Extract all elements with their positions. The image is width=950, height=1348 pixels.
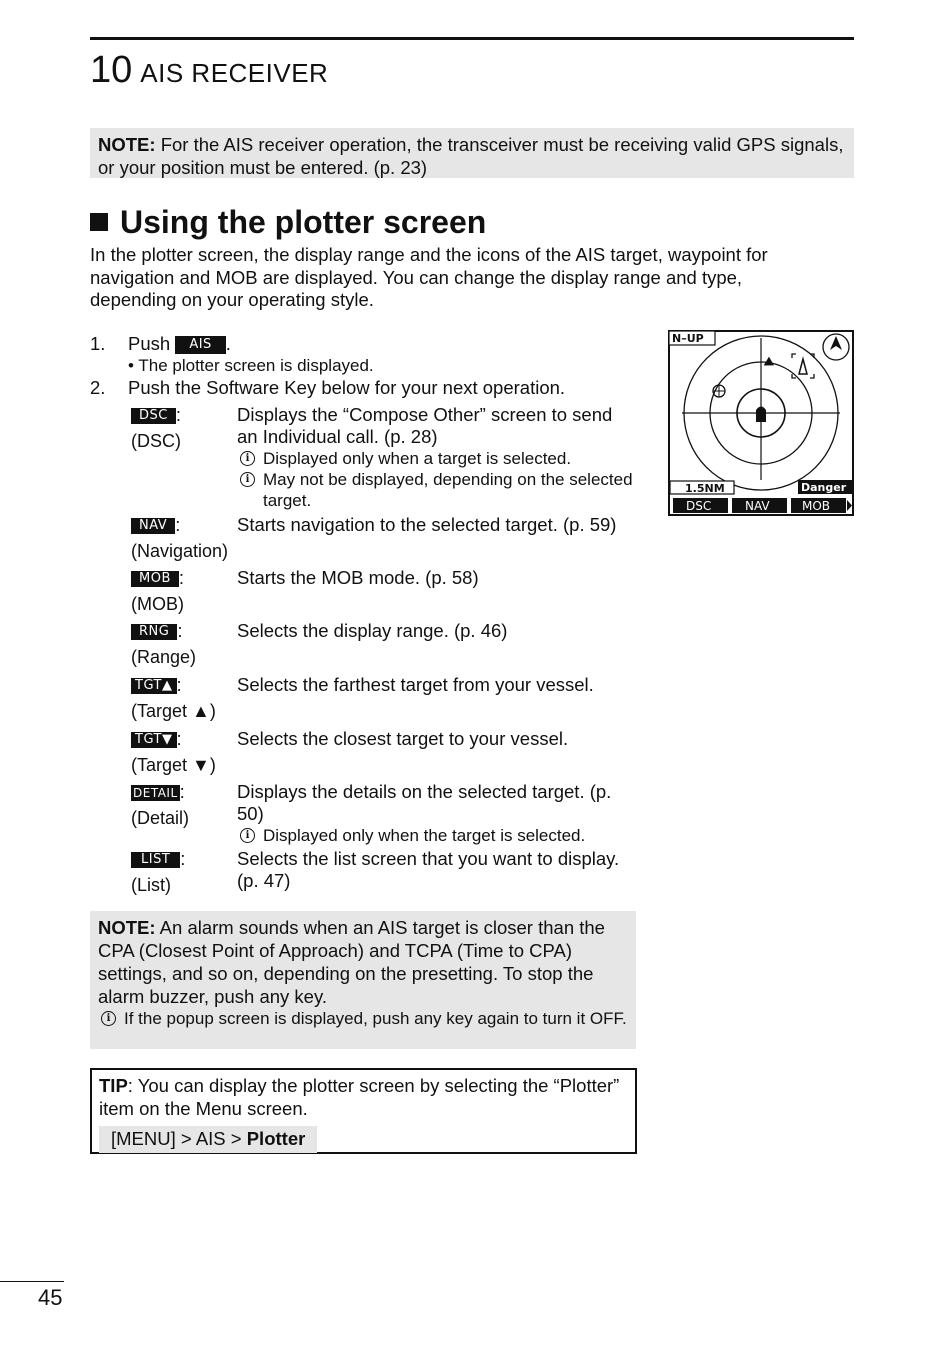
list-key: LIST xyxy=(131,852,180,868)
dsc-key: DSC xyxy=(131,408,176,424)
key-name: (Range) xyxy=(131,647,197,667)
detail-key: DETAIL xyxy=(133,786,178,801)
key-description: Selects the farthest target from your vessel. xyxy=(237,674,594,695)
tip-box xyxy=(90,1068,637,1154)
tgt-up-key: TGT▲ xyxy=(131,678,177,694)
step-1-result: • The plotter screen is displayed. xyxy=(128,356,374,375)
chapter-heading xyxy=(90,48,328,95)
page-number: 45 xyxy=(38,1285,63,1310)
key-name: (Detail) xyxy=(131,808,190,828)
note-box-alarm xyxy=(90,911,636,1049)
page-number-rule xyxy=(0,1281,64,1282)
info-icon: i xyxy=(240,472,255,487)
top-rule xyxy=(90,37,854,40)
key-description: Displays the details on the selected target. (p. 50) xyxy=(237,781,612,824)
softkey-mob: MOB xyxy=(802,499,831,513)
step-2-number: 2. xyxy=(90,377,106,398)
mode-label: N–UP xyxy=(672,332,704,345)
step-1 xyxy=(128,333,231,355)
key-name: (DSC) xyxy=(131,431,181,451)
nav-key: NAV xyxy=(131,518,175,534)
softkey-dsc: DSC xyxy=(686,499,712,513)
key-name: (Navigation) xyxy=(131,541,229,561)
info-note: i If the popup screen is displayed, push any key again to turn it OFF. xyxy=(98,1008,628,1029)
note-text: For the AIS receiver operation, the transceiver must be receiving valid GPS signals, or your position must be entered. (p. 23) xyxy=(98,134,844,178)
info-icon: i xyxy=(240,451,255,466)
danger-label: Danger xyxy=(801,481,847,494)
note-text: An alarm sounds when an AIS target is closer than the CPA (Closest Point of Approach) and TCPA (Time to CPA) settings, and so on, depending on the presetting. To stop the alarm buzzer, push any key. xyxy=(98,917,605,1007)
step-1-text: Push xyxy=(128,333,171,354)
tgt-down-key: TGT▼ xyxy=(131,732,177,748)
section-title xyxy=(90,202,486,242)
note-label: NOTE: xyxy=(98,134,156,155)
key-name: (List) xyxy=(131,875,171,895)
key-name: (Target ▼) xyxy=(131,755,216,775)
key-description: Starts navigation to the selected target. (p. 59) xyxy=(237,514,617,535)
key-description: Selects the closest target to your vessel. xyxy=(237,728,569,749)
info-icon: i xyxy=(240,828,255,843)
info-note: i Displayed only when the target is selected. xyxy=(237,825,637,846)
own-vessel-icon xyxy=(756,407,766,423)
menu-path: [MENU] > AIS > Plotter xyxy=(99,1126,317,1153)
key-description: Displays the “Compose Other” screen to send an Individual call. (p. 28) xyxy=(237,404,613,447)
section-title-text: Using the plotter screen xyxy=(120,204,487,240)
info-icon: i xyxy=(101,1011,116,1026)
mob-key: MOB xyxy=(131,571,179,587)
key-description: Selects the display range. (p. 46) xyxy=(237,620,508,641)
note-box-gps xyxy=(90,128,854,178)
tip-text: : You can display the plotter screen by selecting the “Plotter” item on the Menu screen. xyxy=(99,1075,620,1119)
key-name: (MOB) xyxy=(131,594,184,614)
section-intro: In the plotter screen, the display range and the icons of the AIS target, waypoint for navigation and MOB are displayed. You can change the display range and type, depending on your operating style. xyxy=(90,244,768,310)
softkey-nav: NAV xyxy=(745,499,770,513)
step-1-number: 1. xyxy=(90,333,106,354)
tip-label: TIP xyxy=(99,1075,128,1096)
key-name: (Target ▲) xyxy=(131,701,216,721)
plotter-screen-illustration xyxy=(668,330,854,516)
key-description: Starts the MOB mode. (p. 58) xyxy=(237,567,479,588)
chapter-number: 10 xyxy=(90,49,133,91)
chapter-title: AIS RECEIVER xyxy=(140,58,329,88)
key-description: Selects the list screen that you want to display. (p. 47) xyxy=(237,848,620,891)
ais-key: AIS xyxy=(175,336,225,354)
info-note: i May not be displayed, depending on the selected target. xyxy=(237,469,637,511)
section-bullet-icon xyxy=(90,213,108,231)
rng-key: RNG xyxy=(131,624,177,640)
step-2-text: Push the Software Key below for your next operation. xyxy=(128,377,566,398)
note-label: NOTE: xyxy=(98,917,156,938)
info-note: i Displayed only when a target is selected. xyxy=(237,448,637,469)
step-1-end: . xyxy=(225,333,231,354)
range-label: 1.5NM xyxy=(685,482,725,495)
